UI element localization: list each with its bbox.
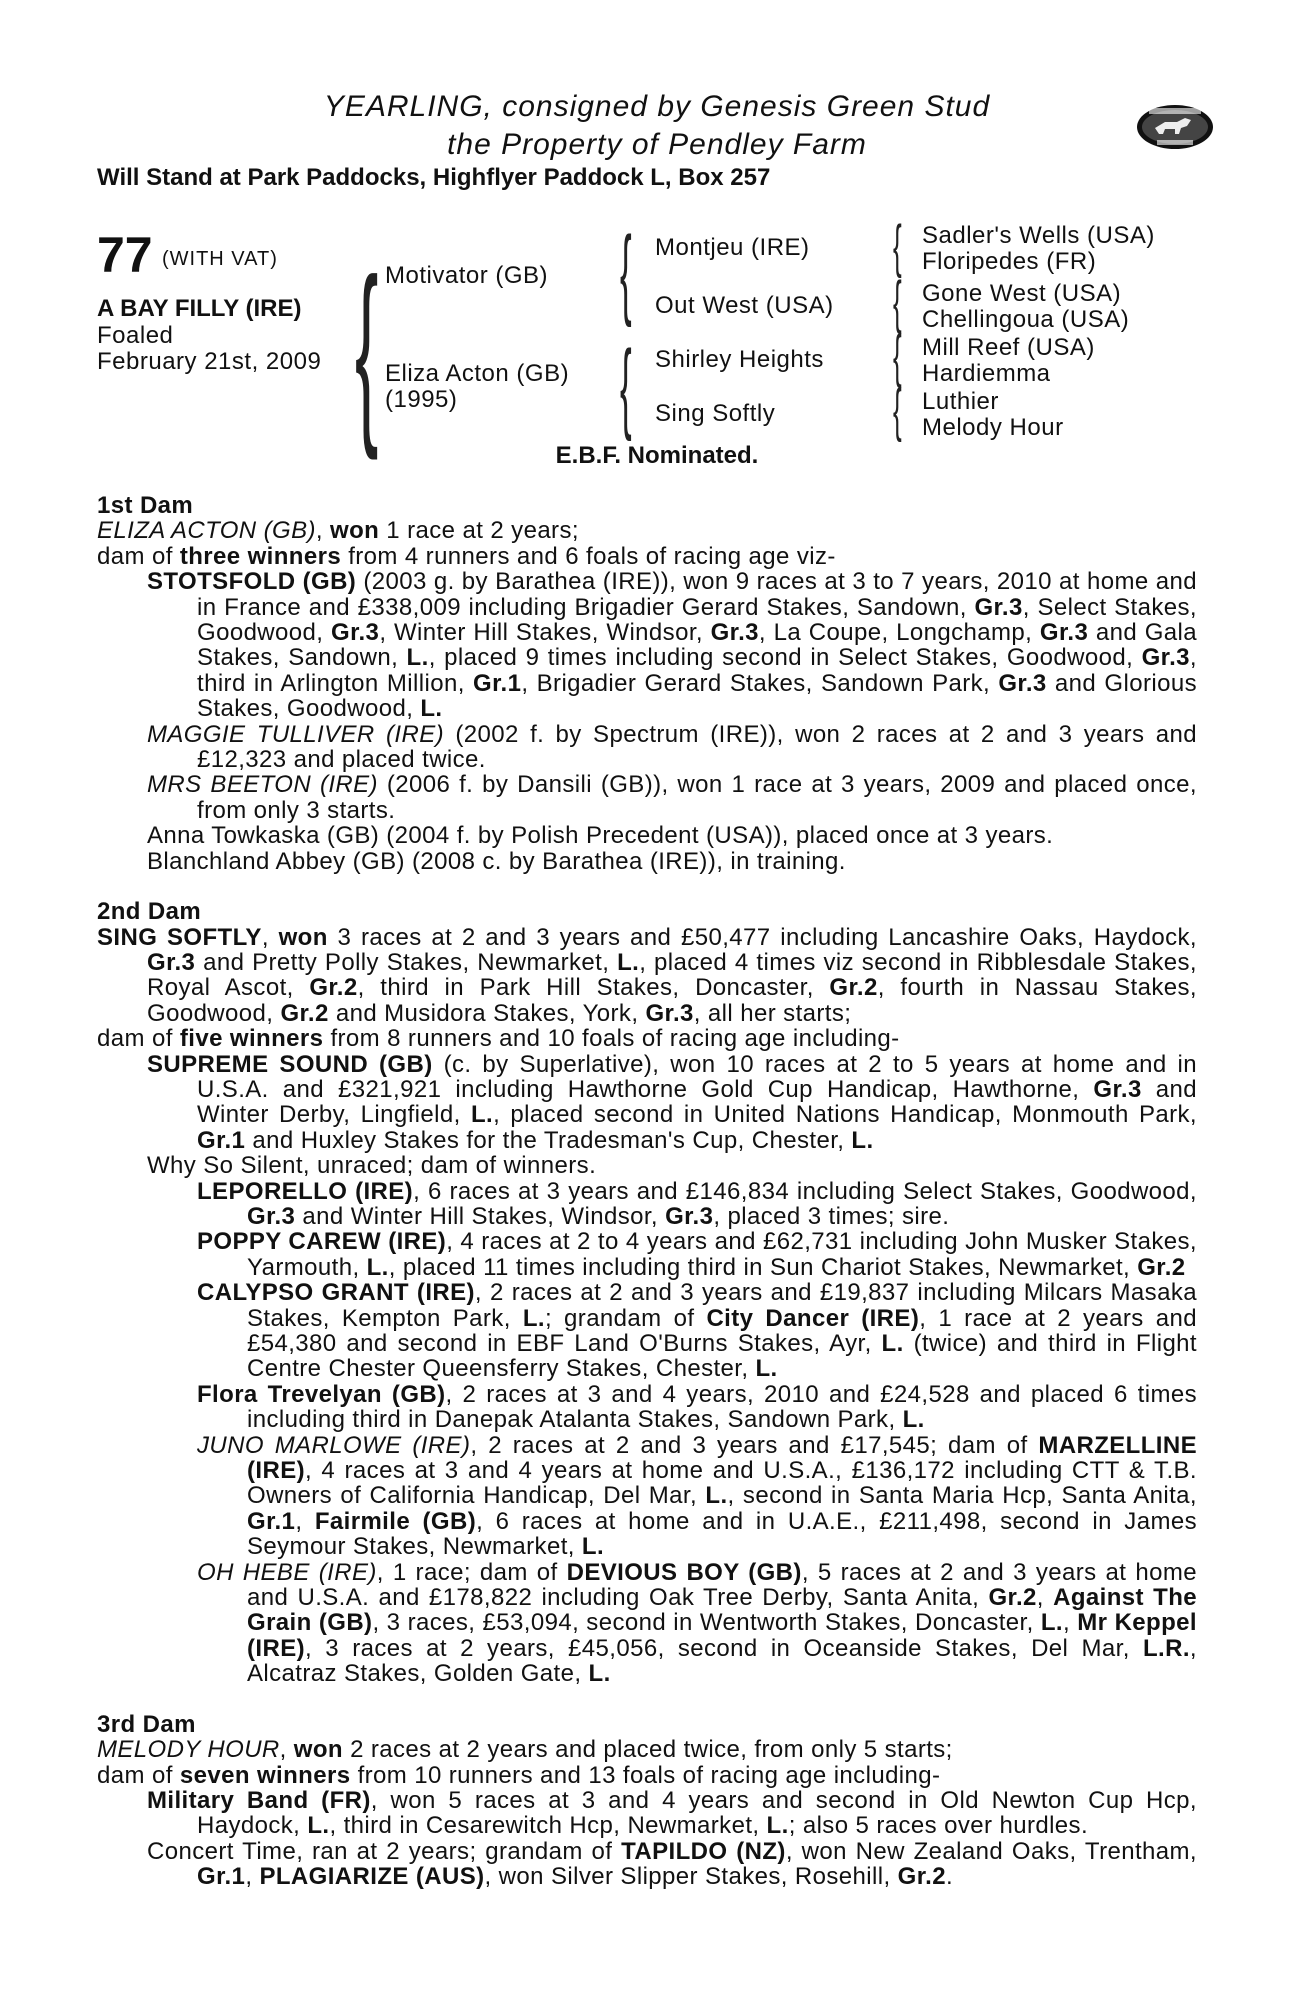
produce-calypso-grant xyxy=(97,1280,1197,1382)
grade: L. xyxy=(705,1482,728,1510)
pedigree-dam: Eliza Acton (GB) xyxy=(385,360,570,387)
lot-number: 77 xyxy=(97,227,153,283)
grade: Gr.2 xyxy=(829,974,878,1002)
pedigree-brace-g3-3: { xyxy=(893,324,902,389)
third-dam-record: MELODY HOUR, won 2 races at 2 years and placed twice, from only 5 starts; xyxy=(97,1736,953,1764)
produce-maggie-tulliver xyxy=(97,722,1197,773)
text: , third in Park Hill Stakes, Doncaster, xyxy=(357,974,814,1002)
pedigree-brace-g3-4: { xyxy=(893,378,902,443)
text: , won New Zealand Oaks, Trentham, xyxy=(785,1837,1197,1865)
winners-count: three winners xyxy=(179,542,342,570)
produce-oh-hebe: OH HEBE (IRE), 1 race; dam of DEVIOUS BOY (GB), 5 races at 2 and 3 years at home and U.S.A. and £178,822 including Oak Tree Derby, Santa Anita, Gr.2, Against The Grain (GB), 3 races, £53,094, second in Wentworth Stakes, Doncaster, L., Mr Keppel (IRE), 3 races at 2 years, £45,056, second in Oceanside Stakes, Del Mar, L.R., Alcatraz Stakes, Golden Gate, L. xyxy=(197,1558,1197,1688)
produce-blanchland-abbey: Blanchland Abbey (GB) (2008 c. by Barathea (IRE)), in training. xyxy=(147,847,846,875)
first-dam-name: ELIZA ACTON (GB) xyxy=(97,517,316,545)
text: dam of xyxy=(97,542,173,570)
first-dam-produce-summary xyxy=(97,544,1197,569)
second-dam-produce-summary xyxy=(97,1026,1197,1051)
text: , 5 races at 2 and 3 years at home and U.S.A. and £178,822 including Oak Tree Derby, Santa Anita, xyxy=(247,1558,1197,1612)
text: 3 races at 2 and 3 years and £50,477 including Lancashire Oaks, Haydock, xyxy=(337,923,1197,951)
first-dam-heading: 1st Dam xyxy=(97,492,194,519)
horse-name: MRS BEETON (IRE) xyxy=(147,771,378,799)
third-dam-heading: 3rd Dam xyxy=(97,1710,196,1738)
produce-juno-marlowe: JUNO MARLOWE (IRE), 2 races at 2 and 3 years and £17,545; dam of MARZELLINE (IRE), 4 races at 3 and 4 years at home and U.S.A., £136,172 including CTT & T.B. Owners of California Handicap, Del Mar, L., second in Santa Maria Hcp, Santa Anita, Gr.1, Fairmile (GB), 6 races at home and in U.A.E., £211,498, second in James Seymour Stakes, Newmarket, L. xyxy=(197,1431,1197,1561)
second-dam-record: SING SOFTLY, won 3 races at 2 and 3 years and £50,477 including Lancashire Oaks, Haydock, Gr.3 and Pretty Polly Stakes, Newmarket, L., placed 4 times viz second in Ribblesdale Stakes, Royal Ascot, Gr.2, third in Park Hill Stakes, Doncaster, Gr.2, fourth in Nassau Stakes, Goodwood, Gr.2 and Musidora Stakes, York, Gr.3, all her starts; xyxy=(97,923,1197,1027)
first-dam-line: ELIZA ACTON (GB), won 1 race at 2 years; xyxy=(97,517,579,545)
text: , 6 races at home and in U.A.E., £211,498, second in James Seymour Stakes, Newmarket, xyxy=(247,1507,1197,1561)
produce-mrs-beeton xyxy=(97,772,1197,823)
grade: L. xyxy=(307,1812,330,1840)
text: , Brigadier Gerard Stakes, Sandown Park, xyxy=(521,669,991,697)
horse-name: JUNO MARLOWE (IRE) xyxy=(197,1431,471,1459)
grade: L. xyxy=(588,1660,611,1688)
pedigree-g3-1: Sadler's Wells (USA) xyxy=(922,222,1155,249)
text: , second in Santa Maria Hcp, Santa Anita, xyxy=(727,1482,1197,1510)
grade: Gr.1 xyxy=(473,669,522,697)
won-label: won xyxy=(293,1736,343,1764)
grade: L.R. xyxy=(1142,1634,1190,1662)
pedigree-g3-2: Floripedes (FR) xyxy=(922,248,1097,275)
produce-anna-towkaska: Anna Towkaska (GB) (2004 f. by Polish Precedent (USA)), placed once at 3 years. xyxy=(147,822,1054,850)
produce-leporello xyxy=(97,1179,1197,1230)
grade: Gr.3 xyxy=(710,619,759,647)
text: , placed 11 times including third in Sun Chariot Stakes, Newmarket, xyxy=(388,1253,1131,1281)
stand-location: Will Stand at Park Paddocks, Highflyer Paddock L, Box 257 xyxy=(97,164,771,191)
grade: L. xyxy=(766,1812,789,1840)
text: , placed second in United Nations Handicap, Monmouth Park, xyxy=(493,1101,1197,1129)
text: from 10 runners and 13 foals of racing age including- xyxy=(357,1761,941,1789)
text: , 3 races, £53,094, second in Wentworth Stakes, Doncaster, xyxy=(372,1609,1034,1637)
horse-name: LEPORELLO (IRE) xyxy=(197,1177,414,1205)
grade: Gr.2 xyxy=(1137,1253,1186,1281)
pedigree-dam-sire: Shirley Heights xyxy=(655,346,824,373)
header-line-consignor: YEARLING, consigned by Genesis Green Stud xyxy=(323,90,991,123)
horse-name: MARZELLINE (IRE) xyxy=(247,1431,1197,1485)
text: dam of xyxy=(97,1761,173,1789)
horse-name: Mr Keppel (IRE) xyxy=(247,1609,1197,1662)
horse-name: STOTSFOLD (GB) xyxy=(147,568,357,596)
grade: L. xyxy=(406,644,429,672)
text: (c. by Superlative), won 10 races at 2 to 5 years at home and in U.S.A. and £321,921 including Hawthorne Gold Cup Handicap, Hawthorne, xyxy=(197,1050,1197,1103)
text: , placed 3 times; sire. xyxy=(713,1202,950,1230)
text: , La Coupe, Longchamp, xyxy=(758,619,1033,647)
pedigree-g3-5: Mill Reef (USA) xyxy=(922,334,1095,361)
produce-military-band xyxy=(97,1788,1197,1839)
grade: Gr.2 xyxy=(988,1584,1037,1612)
text: , fourth in Nassau Stakes, Goodwood, xyxy=(147,974,1197,1027)
pedigree-dam-dam: Sing Softly xyxy=(655,400,776,427)
catalogue-body xyxy=(97,493,1197,1890)
grade: L. xyxy=(881,1330,904,1357)
grade: Gr.1 xyxy=(197,1126,246,1154)
pedigree-brace-main: { xyxy=(355,238,379,461)
text: ; grandam of xyxy=(544,1304,695,1332)
first-dam-record: 1 race at 2 years; xyxy=(386,517,579,545)
text: , 3 races at 2 years, £45,056, second in Oceanside Stakes, Del Mar, xyxy=(305,1634,1130,1662)
pedigree-g3-4: Chellingoua (USA) xyxy=(922,306,1130,333)
text: and Winter Hill Stakes, Windsor, xyxy=(302,1202,658,1230)
grade: L. xyxy=(470,1101,494,1129)
vat-note: (WITH VAT) xyxy=(162,248,278,270)
yearling-bonus-logo-icon xyxy=(1135,100,1215,155)
text: from 8 runners and 10 foals of racing age including- xyxy=(330,1025,900,1053)
produce-stotsfold xyxy=(97,569,1197,721)
text: , won 5 races at 3 and 4 years and second in Old Newton Cup Hcp, Haydock, xyxy=(197,1786,1197,1840)
pedigree-g3-7: Luthier xyxy=(922,388,999,415)
text: , third in Cesarewitch Hcp, Newmarket, xyxy=(329,1812,760,1840)
grade: Gr.3 xyxy=(665,1202,714,1230)
grade: Gr.3 xyxy=(247,1202,296,1230)
produce-concert-time: Concert Time, ran at 2 years; grandam of TAPILDO (NZ), won New Zealand Oaks, Trentham, Gr.1, PLAGIARIZE (AUS), won Silver Slipper Stakes, Rosehill, Gr.2. xyxy=(147,1837,1197,1891)
text: 2 races at 2 years and placed twice, from only 5 starts; xyxy=(350,1736,953,1764)
grade: Gr.3 xyxy=(974,593,1023,621)
grade: Gr.2 xyxy=(897,1863,946,1891)
horse-name: Military Band (FR) xyxy=(147,1786,371,1814)
horse-name: City Dancer (IRE) xyxy=(706,1304,920,1332)
pedigree-g3-3: Gone West (USA) xyxy=(922,280,1122,307)
grade: L. xyxy=(755,1355,778,1383)
text: and Gala Stakes, Sandown, xyxy=(197,619,1198,672)
horse-name: CALYPSO GRANT (IRE) xyxy=(197,1279,475,1307)
text: (2006 f. by Dansili (GB)), won 1 race at 3 years, 2009 and placed once, from only 3 starts. xyxy=(197,771,1197,824)
text: , 2 races at 2 and 3 years and £19,837 including Milcars Masaka Stakes, Kempton Park, xyxy=(247,1279,1197,1332)
produce-poppy-carew xyxy=(97,1229,1197,1280)
text: , Alcatraz Stakes, Golden Gate, xyxy=(247,1634,1197,1688)
grade: L. xyxy=(581,1533,605,1561)
horse-name: TAPILDO (NZ) xyxy=(621,1837,786,1865)
horse-name: POPPY CAREW (IRE) xyxy=(197,1228,447,1256)
second-dam-name: SING SOFTLY xyxy=(97,923,262,951)
second-dam-heading: 2nd Dam xyxy=(97,898,202,926)
won-label: won xyxy=(278,923,328,951)
text: (2003 g. by Barathea (IRE)), won 9 races at 3 to 7 years, 2010 at home and in France and £338,009 including Brigadier Gerard Stakes, Sandown, xyxy=(197,568,1197,621)
text: , third in Arlington Million, xyxy=(197,644,1197,697)
text: (2002 f. by Spectrum (IRE)), won 2 races at 2 and 3 years and £12,323 and placed twice. xyxy=(197,720,1197,774)
grade: L. xyxy=(1040,1609,1064,1637)
pedigree-brace-g3-1: { xyxy=(893,214,902,279)
grade: L. xyxy=(851,1126,874,1154)
winners-count: seven winners xyxy=(179,1761,351,1789)
third-dam-name: MELODY HOUR xyxy=(97,1736,280,1764)
text: , 1 race; dam of xyxy=(376,1558,558,1586)
grade: Gr.3 xyxy=(1141,644,1190,672)
pedigree-g3-6: Hardiemma xyxy=(922,360,1051,387)
text: Concert Time, ran at 2 years; grandam of xyxy=(147,1837,613,1865)
horse-name: Flora Trevelyan (GB) xyxy=(197,1380,446,1408)
text: and Winter Derby, Lingfield, xyxy=(197,1075,1197,1129)
grade: L. xyxy=(522,1304,545,1332)
grade: Gr.3 xyxy=(1093,1075,1142,1103)
won-label: won xyxy=(330,517,380,545)
grade: Gr.1 xyxy=(197,1863,246,1891)
grade: Gr.3 xyxy=(645,999,694,1027)
horse-name: PLAGIARIZE (AUS) xyxy=(259,1863,485,1891)
grade: L. xyxy=(902,1406,925,1434)
pedigree-brace-g3-2: { xyxy=(893,270,902,335)
grade: L. xyxy=(420,695,443,723)
text: , 4 races at 3 and 4 years at home and U.S.A., £136,172 including CTT & T.B. Owners of California Handicap, Del Mar, xyxy=(247,1457,1197,1510)
text: and Glorious Stakes, Goodwood, xyxy=(197,669,1197,723)
horse-name: A BAY FILLY (IRE) xyxy=(97,295,302,322)
text: and Huxley Stakes for the Tradesman's Cup, Chester, xyxy=(252,1126,845,1154)
grade: Gr.2 xyxy=(309,974,358,1002)
pedigree-sire: Motivator (GB) xyxy=(385,262,549,289)
produce-why-so-silent: Why So Silent, unraced; dam of winners. xyxy=(147,1152,597,1180)
text: , all her starts; xyxy=(693,999,852,1027)
text: and Pretty Polly Stakes, Newmarket, xyxy=(203,948,610,976)
text: , 4 races at 2 to 4 years and £62,731 including John Musker Stakes, Yarmouth, xyxy=(247,1228,1197,1281)
grade: Gr.3 xyxy=(331,619,380,647)
pedigree-g3-8: Melody Hour xyxy=(922,414,1064,441)
pedigree-dam-year: (1995) xyxy=(385,386,458,413)
grade: Gr.2 xyxy=(280,999,329,1027)
pedigree-brace-dam: { xyxy=(620,330,632,442)
text: , placed 9 times including second in Select Stakes, Goodwood, xyxy=(428,644,1134,672)
grade: Gr.3 xyxy=(1039,619,1089,647)
text: , won Silver Slipper Stakes, Rosehill, xyxy=(484,1863,891,1891)
text: , 2 races at 3 and 4 years, 2010 and £24,528 and placed 6 times including third in Danepak Atalanta Stakes, Sandown Park, xyxy=(247,1380,1197,1434)
horse-name: Against The Grain (GB) xyxy=(247,1584,1197,1637)
horse-name: OH HEBE (IRE) xyxy=(197,1558,377,1586)
grade: L. xyxy=(366,1253,389,1281)
horse-name: MAGGIE TULLIVER (IRE) xyxy=(147,720,444,748)
text: dam of xyxy=(97,1025,173,1053)
foaled-label: Foaled xyxy=(97,322,174,349)
horse-name: SUPREME SOUND (GB) xyxy=(147,1050,433,1078)
produce-supreme-sound xyxy=(97,1052,1197,1154)
text: from 4 runners and 6 foals of racing age viz- xyxy=(348,542,836,570)
text: , Select Stakes, Goodwood, xyxy=(197,593,1197,647)
horse-name: Fairmile (GB) xyxy=(314,1507,477,1535)
text: , 6 races at 3 years and £146,834 including Select Stakes, Goodwood, xyxy=(413,1177,1197,1205)
grade: Gr.1 xyxy=(247,1507,296,1535)
text: ; also 5 races over hurdles. xyxy=(788,1812,1089,1840)
horse-name: DEVIOUS BOY (GB) xyxy=(566,1558,802,1586)
text: , 2 races at 2 and 3 years and £17,545; dam of xyxy=(470,1431,1028,1459)
ebf-nomination: E.B.F. Nominated. xyxy=(555,442,759,469)
text: (twice) and third in Flight Centre Chester Queensferry Stakes, Chester, xyxy=(247,1330,1198,1383)
text: and Musidora Stakes, York, xyxy=(335,999,639,1027)
grade: Gr.3 xyxy=(998,669,1047,697)
text: , Winter Hill Stakes, Windsor, xyxy=(379,619,703,647)
grade: Gr.3 xyxy=(147,948,196,976)
header-line-property: the Property of Pendley Farm xyxy=(447,128,867,161)
winners-count: five winners xyxy=(179,1025,324,1053)
third-dam-produce-summary xyxy=(97,1763,1197,1788)
pedigree-brace-sire: { xyxy=(620,216,632,328)
produce-flora-trevelyan xyxy=(97,1382,1197,1433)
grade: L. xyxy=(617,948,640,976)
pedigree-sire-dam: Out West (USA) xyxy=(655,292,834,319)
text: , 1 race at 2 years and £54,380 and second in EBF Land O'Burns Stakes, Ayr, xyxy=(247,1304,1197,1357)
text: , placed 4 times viz second in Ribblesdale Stakes, Royal Ascot, xyxy=(147,948,1197,1002)
pedigree-sire-sire: Montjeu (IRE) xyxy=(655,234,810,261)
foaled-date: February 21st, 2009 xyxy=(97,348,322,375)
